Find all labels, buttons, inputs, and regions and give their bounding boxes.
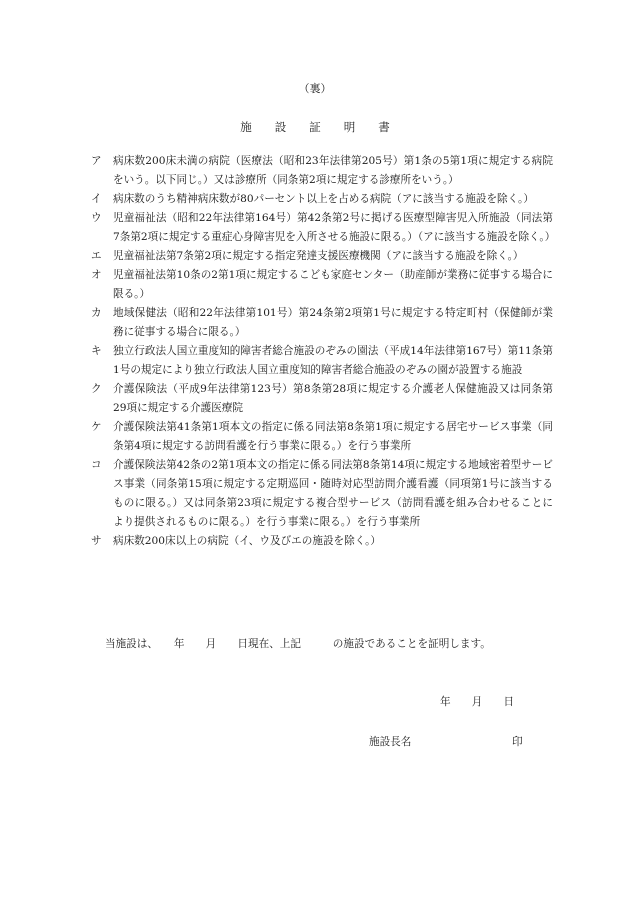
item-text: 病床数のうち精神病床数が80パーセント以上を占める病院（アに該当する施設を除く。） — [113, 193, 534, 205]
item-text: 独立行政法人国立重度知的障害者総合施設のぞみの園法（平成14年法律第167号）第11条第1号の規定により独立行政法人国立重度知的障害者総合施設のぞみの園が設置する施設 — [113, 345, 553, 376]
reverse-side-label: （裏） — [298, 82, 332, 95]
item-letter: ウ — [91, 212, 102, 224]
item-text: 地域保健法（昭和22年法律第101号）第24条第2項第1号に規定する特定町村（保健師が業務に従事する場合に限る。） — [113, 307, 553, 338]
item-letter: エ — [91, 250, 102, 262]
item-letter: イ — [91, 193, 102, 205]
list-item — [91, 266, 553, 304]
item-text: 児童福祉法（昭和22年法律第164号）第42条第2号に掲げる医療型障害児入所施設（同法第7条第2項に規定する重症心身障害児を入所させる施設に限る。）（アに該当する施設を除く。） — [113, 212, 556, 243]
list-item — [91, 380, 553, 418]
document-title: 施 設 証 明 書 — [240, 120, 390, 134]
item-text: 病床数200床未満の病院（医療法（昭和23年法律第205号）第1条の5第1項に規定する病院をいう。以下同じ。）又は診療所（同条第2項に規定する診療所をいう。） — [113, 155, 553, 186]
item-text: 介護保険法第42条の2第1項本文の指定に係る同法第8条第14項に規定する地域密着型サービス事業（同条第15項に規定する定期巡回・随時対応型訪問介護看護（同項第1号に該当するものに限る。）又は同条第23項に規定する複合型サービス（訪問看護を組み合わせることにより提供されるものに限る。）を行う事業に限る。）を行う事業所 — [113, 459, 553, 528]
item-text: 病床数200床以上の病院（イ、ウ及びエの施設を除く。） — [113, 535, 382, 547]
item-text: 児童福祉法第7条第2項に規定する指定発達支援医療機関（アに該当する施設を除く。） — [113, 250, 524, 262]
item-text: 介護保険法（平成9年法律第123号）第8条第28項に規定する介護老人保健施設又は同条第29項に規定する介護医療院 — [113, 383, 553, 414]
item-letter: ク — [91, 383, 102, 395]
list-item — [91, 532, 553, 551]
item-letter: サ — [91, 535, 102, 547]
list-item — [91, 418, 553, 456]
director-name-label: 施設長名 — [369, 736, 412, 748]
item-letter: コ — [91, 459, 102, 471]
list-item — [91, 247, 553, 266]
facility-type-list — [91, 152, 556, 551]
seal-mark: 印 — [512, 736, 523, 748]
item-text: 児童福祉法第10条の2第1項に規定するこども家庭センター（助産師が業務に従事する場合に限る。） — [113, 269, 553, 300]
item-letter: オ — [91, 269, 102, 281]
list-item — [91, 209, 556, 247]
list-item — [91, 190, 553, 209]
item-letter: カ — [91, 307, 102, 319]
certification-statement: 当施設は、 年 月 日現在、上記 の施設であることを証明します。 — [105, 638, 491, 650]
list-item — [91, 152, 553, 190]
item-letter: キ — [91, 345, 102, 357]
item-letter: ア — [91, 155, 102, 167]
date-line: 年 月 日 — [440, 696, 515, 708]
list-item — [91, 304, 553, 342]
item-text: 介護保険法第41条第1項本文の指定に係る同法第8条第1項に規定する居宅サービス事業（同条第4項に規定する訪問看護を行う事業に限る。）を行う事業所 — [113, 421, 553, 452]
list-item — [91, 342, 553, 380]
item-letter: ケ — [91, 421, 102, 433]
list-item — [91, 456, 553, 532]
